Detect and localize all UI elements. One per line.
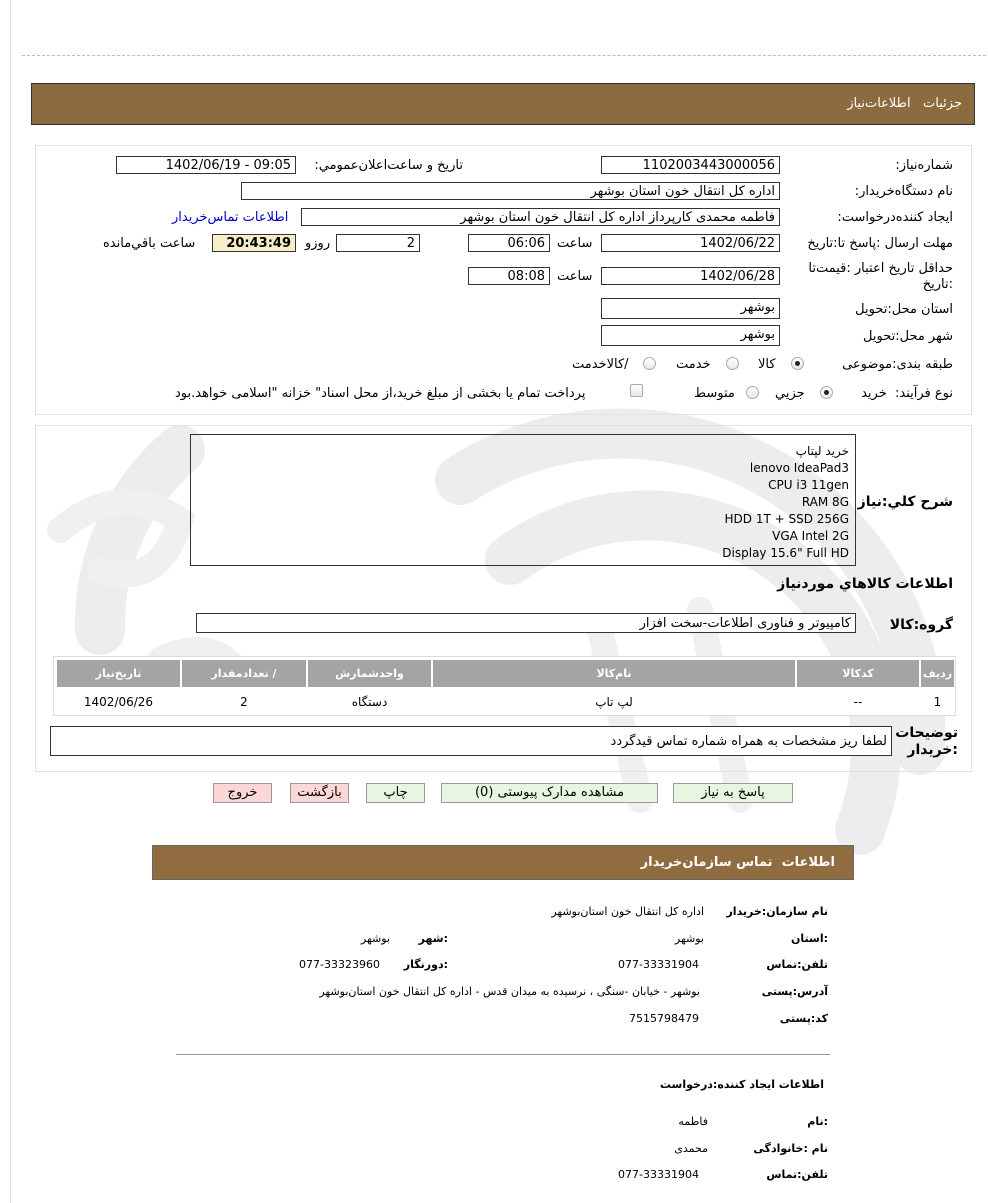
contact-info-link[interactable]: اطلاعات تماس‌خريدار	[172, 210, 289, 225]
contact-address-clip	[288, 983, 700, 999]
category-service-label: خدمت	[676, 357, 711, 372]
contact-address-label: آدرس:پستی	[761, 985, 828, 998]
cell-qty: 2	[240, 695, 248, 709]
need-number-label: شماره‌نیاز:	[895, 158, 953, 173]
requester-family-value: محمدی	[674, 1142, 708, 1155]
announce-label: تاريخ و ساعت‌اعلان‌عمومي:	[314, 158, 463, 173]
contact-phone-label: تلفن:تماس	[766, 958, 828, 971]
contact-postal-label: کد:پستی	[779, 1012, 828, 1025]
col-header-name: نام‌کالا	[433, 660, 795, 687]
process-label: نوع فرآيند: خريد	[861, 386, 953, 401]
goods-group-field: کامپيوتر و فناوری اطلاعات-سخت افزار	[196, 613, 856, 633]
description-line: CPU i3 11gen	[768, 478, 849, 492]
page-top-rule	[22, 55, 986, 56]
days-field: 2	[336, 234, 420, 252]
category-goods-service-radio[interactable]	[643, 357, 656, 370]
category-goods-radio[interactable]	[791, 357, 804, 370]
validity-time-field: 08:08	[468, 267, 550, 285]
description-line: lenovo IdeaPad3	[749, 461, 849, 475]
requester-phone-label: تلفن:تماس	[766, 1168, 828, 1181]
process-minor-label: جزيي	[775, 386, 805, 401]
process-minor-radio[interactable]	[820, 386, 833, 399]
deadline-label: مهلت ارسال :پاسخ تا:تاريخ	[807, 236, 953, 251]
province-field: بوشهر	[601, 298, 780, 319]
requester-name-value: فاطمه	[678, 1115, 708, 1128]
announce-field: 1402/06/19 - 09:05	[116, 156, 296, 174]
col-header-row: رديف	[921, 660, 954, 687]
deadline-date-field: 1402/06/22	[601, 234, 780, 252]
province-label: استان محل:تحويل	[855, 302, 953, 317]
contact-city-label: :شهر	[418, 932, 448, 945]
category-goods-service-label: /کالاخدمت	[572, 357, 629, 372]
description-line: Display 15.6" Full HD	[722, 546, 849, 560]
remaining-label: ساعت باقي‌مانده	[103, 236, 196, 251]
contact-city-value: بوشهر	[360, 932, 390, 945]
page-left-rule	[10, 0, 11, 1203]
contact-fax-label: :دورنگار	[403, 958, 448, 971]
page-header-title: جزئیات اطلاعات‌نیاز	[847, 96, 962, 111]
buyer-notes-field: لطفا ريز مشخصات به همراه شماره تماس قيدگردد	[50, 726, 892, 756]
col-header-qty: / تعدادمقدار	[182, 660, 306, 687]
contact-header	[152, 845, 854, 880]
goods-group-label: گروه:کالا	[889, 617, 953, 633]
days-label: روزو	[305, 236, 331, 251]
creator-field: فاطمه محمدی کارپرداز اداره کل انتقال خون استان بوشهر	[301, 208, 780, 226]
category-goods-label: کالا	[758, 357, 776, 372]
contact-divider	[176, 1054, 830, 1055]
contact-fax-value: 077-33323960	[299, 958, 380, 971]
treasury-checkbox[interactable]	[630, 384, 643, 397]
cell-code: --	[853, 695, 863, 709]
cell-unit: دستگاه	[351, 695, 388, 709]
contact-phone-value: 077-33331904	[618, 958, 699, 971]
remaining-time-field: 20:43:49	[212, 234, 296, 252]
need-number-field: 1102003443000056	[601, 156, 780, 174]
cell-date: 1402/06/26	[83, 695, 154, 709]
process-medium-radio[interactable]	[746, 386, 759, 399]
city-field: بوشهر	[601, 325, 780, 346]
contact-org-label: نام سازمان:خريدار	[726, 905, 828, 918]
requester-name-label: :نام	[807, 1115, 828, 1128]
treasury-text: پرداخت تمام يا بخشی از مبلغ خريد،از محل اسناد" خزانه "اسلامی خواهد.بود	[175, 386, 586, 401]
category-service-radio[interactable]	[726, 357, 739, 370]
description-line: RAM 8G	[801, 495, 849, 509]
col-header-code: کدکالا	[797, 660, 919, 687]
validity-label: حداقل تاريخ اعتبار :قيمت‌تا :تاريخ	[808, 261, 953, 292]
validity-time-label: ساعت	[557, 269, 593, 284]
requester-title: اطلاعات ايجاد كننده:درخواست	[659, 1078, 824, 1091]
buyer-org-label: نام دستگاه‌خريدار:	[854, 184, 953, 199]
contact-postal-value: 7515798479	[629, 1012, 699, 1025]
creator-label: ايجاد کننده‌درخواست:	[837, 210, 953, 225]
requester-phone-value: 077-33331904	[618, 1168, 699, 1181]
contact-address-value: بوشهر - خیابان -سنگی ، نرسیده به میدان قدس - اداره کل انتقال خون استان‌بوشهر	[319, 985, 700, 998]
description-line: خريد لپتاپ	[795, 444, 849, 458]
reply-button[interactable]: پاسخ به نياز	[673, 783, 793, 803]
goods-table	[53, 656, 956, 716]
contact-province-label: :استان	[791, 932, 828, 945]
buyer-notes-label: توضيحات :خريدار	[895, 725, 958, 758]
requester-family-label: نام :خانوادگی	[753, 1142, 828, 1155]
back-button[interactable]: بازگشت	[290, 783, 349, 803]
buyer-org-field: اداره کل انتقال خون استان بوشهر	[241, 182, 780, 200]
validity-date-field: 1402/06/28	[601, 267, 780, 285]
contact-province-value: بوشهر	[674, 932, 704, 945]
description-box	[190, 434, 856, 566]
process-medium-label: متوسط	[694, 386, 735, 401]
col-header-unit: واحدشمارش	[308, 660, 431, 687]
contact-org-value: اداره کل انتقال خون استان‌بوشهر	[551, 905, 704, 918]
city-label: شهر محل:تحويل	[863, 329, 953, 344]
deadline-time-label: ساعت	[557, 236, 593, 251]
col-header-date: تاريخ‌نياز	[57, 660, 180, 687]
print-button[interactable]: چاپ	[366, 783, 425, 803]
cell-row: 1	[933, 695, 942, 709]
page-header	[31, 83, 975, 125]
cell-name: لپ تاپ	[595, 695, 633, 709]
exit-button[interactable]: خروج	[213, 783, 272, 803]
goods-section-title: اطلاعات کالاهاي مورد‌نياز	[777, 576, 953, 592]
attachments-button[interactable]: مشاهده مدارک پيوستی (0)	[441, 783, 658, 803]
description-label: شرح کلي:نياز	[857, 494, 953, 510]
category-label: طبقه بندی:موضوعی	[842, 357, 953, 372]
description-line: HDD 1T + SSD 256G	[724, 512, 849, 526]
deadline-time-field: 06:06	[468, 234, 550, 252]
contact-header-title: اطلاعات تماس سازمان‌خريدار	[640, 855, 835, 870]
description-line: VGA Intel 2G	[772, 529, 849, 543]
